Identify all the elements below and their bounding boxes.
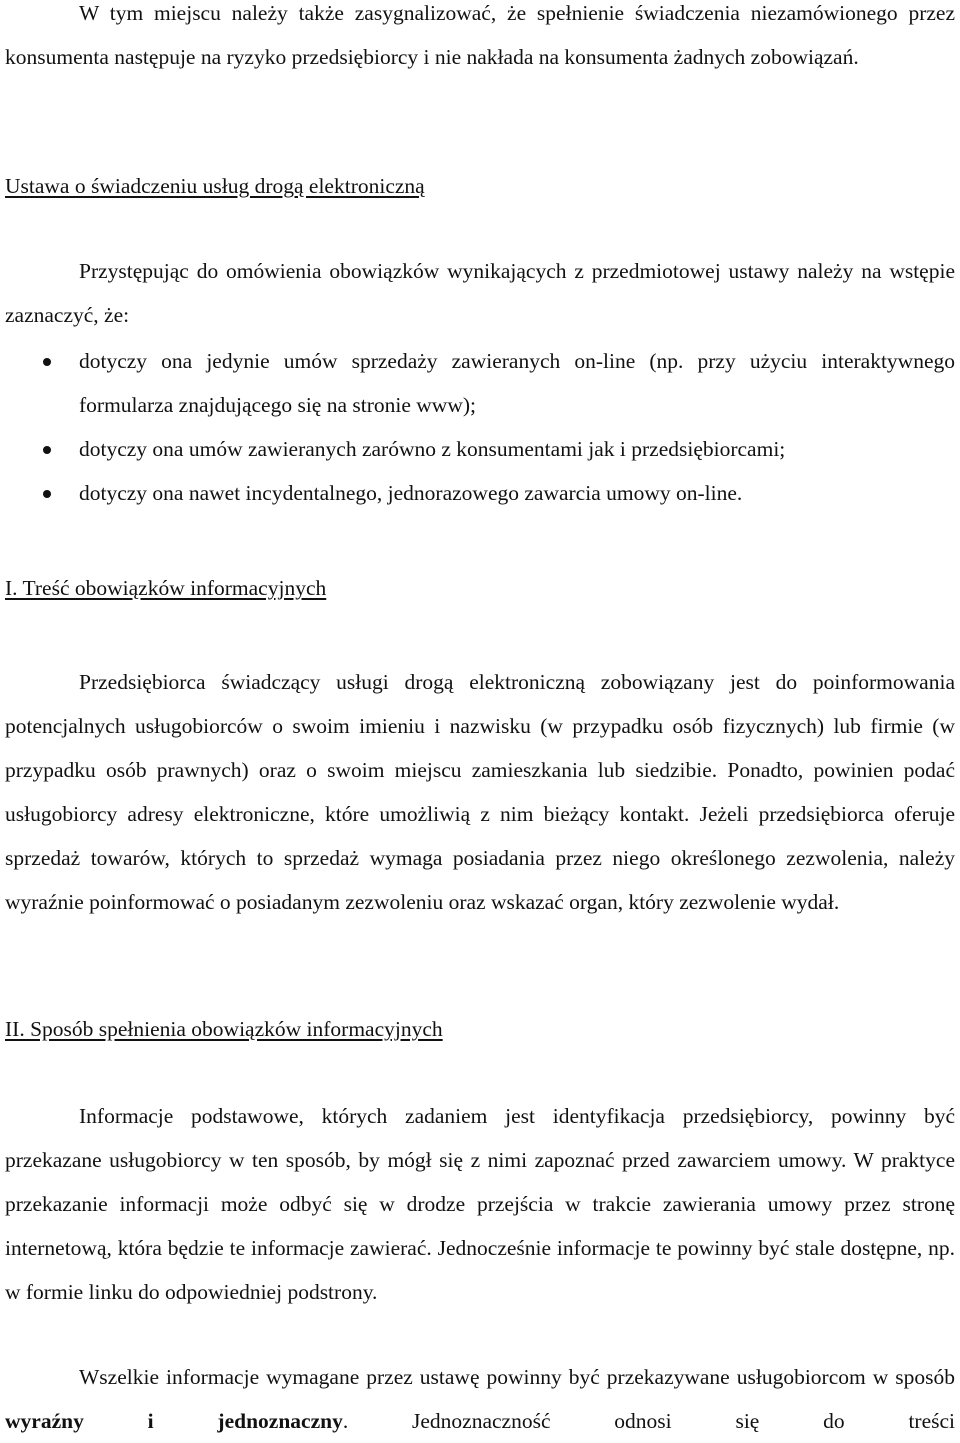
list-item-text: dotyczy ona jedynie umów sprzedaży zawieranych on-line (np. przy użyciu interaktywnego formularza znajdującego się na stronie www); bbox=[79, 349, 955, 417]
section-2-para2-after: . Jednoznaczność odnosi się do treści bbox=[342, 1409, 956, 1433]
section-1-text-part1: Przedsiębiorca świadczący usługi drogą elektroniczną zobowiązany jest do poinformowania potencjalnych usługobiorców o swoim imieniu i nazwisku (w przypadku osób fizycznych) lub firmie (w przypadku osób prawnych) oraz o swoim miejscu zamieszkania lub siedzibie. bbox=[5, 670, 955, 782]
list-item-text: dotyczy ona umów zawieranych zarówno z konsumentami jak i przedsiębiorcami; bbox=[79, 437, 786, 461]
section-1-text-part3: Jeżeli przedsiębiorca oferuje sprzedaż towarów, których to sprzedaż wymaga posiadania przez niego określonego zezwolenia, należy wyraźnie poinformować o posiadanym zezwoleniu oraz wskazać organ, który zezwolenie wydał. bbox=[5, 802, 956, 914]
list-item bbox=[0, 427, 955, 471]
section-2-heading: II. Sposób spełnienia obowiązków informacyjnych bbox=[5, 1017, 443, 1041]
section-2-para2-before: Wszelkie informacje wymagane przez ustawę powinny być przekazywane usługobiorcom w sposób bbox=[79, 1365, 955, 1389]
section-1-text-part2: Ponadto, powinien podać usługobiorcy adresy elektroniczne, które umożliwią z nim bieżący kontakt. bbox=[5, 758, 956, 826]
section-act-heading: Ustawa o świadczeniu usług drogą elektroniczną bbox=[5, 174, 425, 198]
bullet-icon bbox=[43, 446, 51, 454]
bullet-icon bbox=[43, 358, 51, 366]
section-1-paragraph bbox=[5, 660, 955, 924]
bullet-icon bbox=[43, 490, 51, 498]
list-item bbox=[0, 471, 955, 515]
list-item bbox=[0, 339, 955, 427]
section-act-lead bbox=[5, 249, 955, 337]
section-2-paragraph-1 bbox=[5, 1094, 955, 1314]
section-2-para1-text: Informacje podstawowe, których zadaniem jest identyfikacja przedsiębiorcy, powinny być przekazane usługobiorcy w ten sposób, by mógł się z nimi zapoznać przed zawarciem umowy. W praktyce przekazanie informacji może odbyć się w drodze przejścia w trakcie zawierania umowy przez stronę internetową, która będzie te informacje zawierać. Jednocześnie informacje te powinny być stale dostępne, np. w formie linku do odpowiedniej podstrony. bbox=[5, 1104, 955, 1304]
intro-paragraph bbox=[5, 0, 955, 79]
list-item-text: dotyczy ona nawet incydentalnego, jednorazowego zawarcia umowy on-line. bbox=[79, 481, 743, 505]
section-act-bullet-list bbox=[0, 339, 955, 515]
section-act-lead-text: Przystępując do omówienia obowiązków wynikających z przedmiotowej ustawy należy na wstępie zaznaczyć, że: bbox=[5, 259, 955, 327]
section-2-paragraph-2 bbox=[5, 1355, 955, 1443]
section-2-para2-bold: wyraźny i jednoznaczny bbox=[5, 1409, 343, 1433]
section-1-heading: I. Treść obowiązków informacyjnych bbox=[5, 576, 327, 600]
intro-text: W tym miejscu należy także zasygnalizować, że spełnienie świadczenia niezamówionego przez konsumenta następuje na ryzyko przedsiębiorcy i nie nakłada na konsumenta żadnych zobowiązań. bbox=[5, 1, 955, 69]
